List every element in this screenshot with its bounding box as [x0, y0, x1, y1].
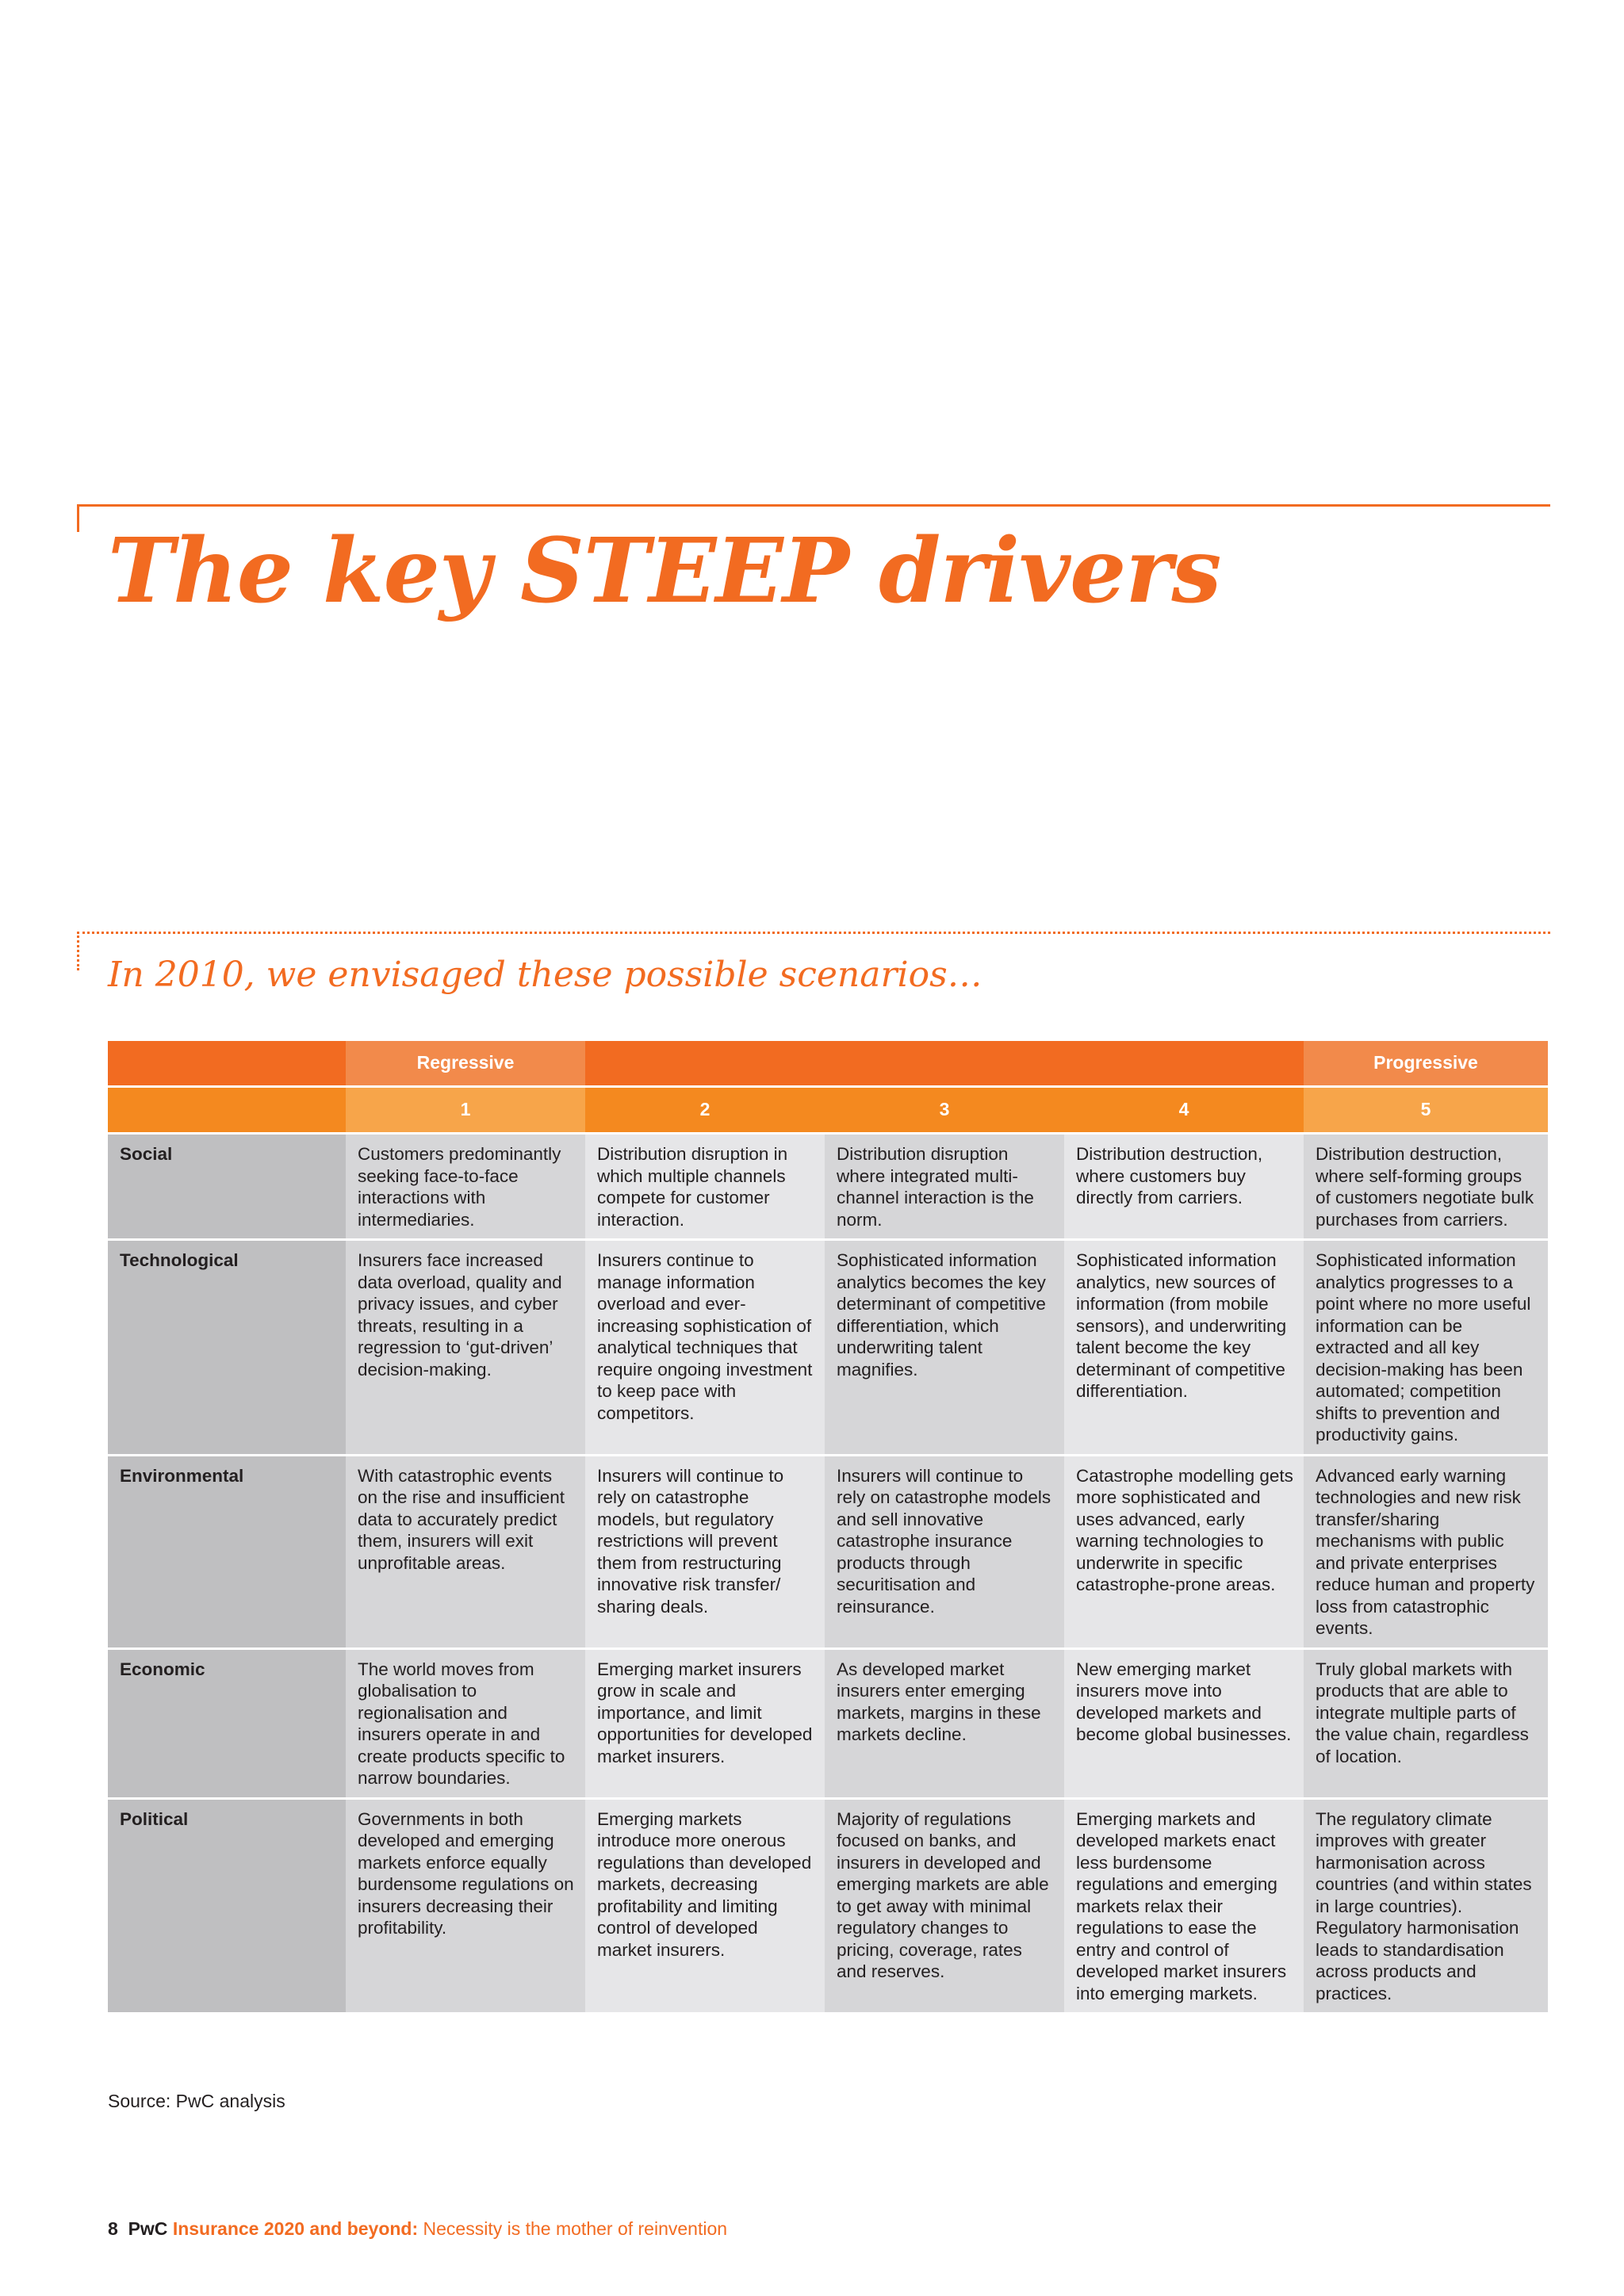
table-row-environmental: [108, 1455, 1548, 1648]
regressive-label: Regressive: [346, 1041, 585, 1087]
column-header-4: 4: [1064, 1087, 1304, 1134]
table-cell: Insurers face increased data overload, quality and privacy issues, and cyber threats, resulting in a regression to ‘gut-driven’ decision-making.: [346, 1240, 585, 1456]
table-cell: The world moves from globalisation to regionalisation and insurers operate in and create products specific to narrow boundaries.: [346, 1648, 585, 1798]
table-row-political: [108, 1798, 1548, 2012]
table-cell: Distribution disruption where integrated multi-channel interaction is the norm.: [825, 1134, 1064, 1240]
steep-scenarios-table: [108, 1041, 1548, 2012]
column-header-3: 3: [825, 1087, 1064, 1134]
table-cell: Majority of regulations focused on banks, and insurers in developed and emerging markets are able to get away with minimal regulatory changes to pricing, coverage, rates and reserves.: [825, 1798, 1064, 2012]
page-number: 8: [108, 2218, 118, 2239]
table-cell: Advanced early warning technologies and new risk transfer/sharing mechanisms with public and private enterprises reduce human and property loss from catastrophic events.: [1304, 1455, 1548, 1648]
table-cell: Emerging markets introduce more onerous regulations than developed markets, decreasing profitability and limiting control of developed market insurers.: [585, 1798, 825, 2012]
table-cell: Insurers will continue to rely on catastrophe models, but regulatory restrictions will prevent them from restructuring innovative risk transfer/ sharing deals.: [585, 1455, 825, 1648]
table-cell: Distribution destruction, where self-forming groups of customers negotiate bulk purchases from carriers.: [1304, 1134, 1548, 1240]
table-cell: As developed market insurers enter emerging markets, margins in these markets decline.: [825, 1648, 1064, 1798]
table-cell: The regulatory climate improves with greater harmonisation across countries (and within states in large countries). Regulatory harmonisation leads to standardisation across products and practices.: [1304, 1798, 1548, 2012]
table-cell: Sophisticated information analytics becomes the key determinant of competitive differentiation, which underwriting talent magnifies.: [825, 1240, 1064, 1456]
scale-spacer: [585, 1041, 1304, 1087]
publication-tagline: Necessity is the mother of reinvention: [423, 2218, 728, 2239]
table-cell: Distribution disruption in which multiple channels compete for customer interaction.: [585, 1134, 825, 1240]
row-label-economic: Economic: [108, 1648, 346, 1798]
column-header-1: 1: [346, 1087, 585, 1134]
progressive-label: Progressive: [1304, 1041, 1548, 1087]
table-cell: Catastrophe modelling gets more sophisticated and uses advanced, early warning technologies to underwrite in specific catastrophe-prone areas.: [1064, 1455, 1304, 1648]
row-label-social: Social: [108, 1134, 346, 1240]
publication-title: Insurance 2020 and beyond:: [172, 2218, 419, 2239]
page-footer: [108, 2218, 727, 2240]
column-header-5: 5: [1304, 1087, 1548, 1134]
table-cell: Truly global markets with products that are able to integrate multiple parts of the value chain, regardless of location.: [1304, 1648, 1548, 1798]
table-cell: Sophisticated information analytics progresses to a point where no more useful information can be extracted and all key decision-making has been automated; competition shifts to prevention and productivity gains.: [1304, 1240, 1548, 1456]
column-number-row: [108, 1087, 1548, 1134]
corner-cell-2: [108, 1087, 346, 1134]
table-cell: Emerging markets and developed markets enact less burdensome regulations and emerging markets relax their regulations to ease the entry and control of developed market insurers into emerging markets.: [1064, 1798, 1304, 2012]
corner-cell: [108, 1041, 346, 1087]
table-row-social: [108, 1134, 1548, 1240]
table-cell: Governments in both developed and emerging markets enforce equally burdensome regulations on insurers decreasing their profitability.: [346, 1798, 585, 2012]
row-label-environmental: Environmental: [108, 1455, 346, 1648]
table-cell: Emerging market insurers grow in scale and importance, and limit opportunities for developed market insurers.: [585, 1648, 825, 1798]
row-label-political: Political: [108, 1798, 346, 2012]
page-title: The key STEEP drivers: [108, 519, 1221, 623]
table-cell: Insurers will continue to rely on catastrophe models and sell innovative catastrophe insurance products through securitisation and reinsurance.: [825, 1455, 1064, 1648]
section-subtitle: In 2010, we envisaged these possible scenarios…: [108, 955, 982, 995]
table-cell: Insurers continue to manage information overload and ever-increasing sophistication of analytical techniques that require ongoing investment to keep pace with competitors.: [585, 1240, 825, 1456]
source-note: Source: PwC analysis: [108, 2091, 285, 2111]
footer-brand: PwC: [128, 2218, 168, 2239]
scale-header-row: [108, 1041, 1548, 1087]
row-label-technological: Technological: [108, 1240, 346, 1456]
column-header-2: 2: [585, 1087, 825, 1134]
table-cell: Distribution destruction, where customers buy directly from carriers.: [1064, 1134, 1304, 1240]
table-cell: Customers predominantly seeking face-to-face interactions with intermediaries.: [346, 1134, 585, 1240]
table-row-economic: [108, 1648, 1548, 1798]
table-cell: New emerging market insurers move into developed markets and become global businesses.: [1064, 1648, 1304, 1798]
table-cell: With catastrophic events on the rise and insufficient data to accurately predict them, insurers will exit unprofitable areas.: [346, 1455, 585, 1648]
table-cell: Sophisticated information analytics, new sources of information (from mobile sensors), and underwriting talent become the key determinant of competitive differentiation.: [1064, 1240, 1304, 1456]
table-row-technological: [108, 1240, 1548, 1456]
